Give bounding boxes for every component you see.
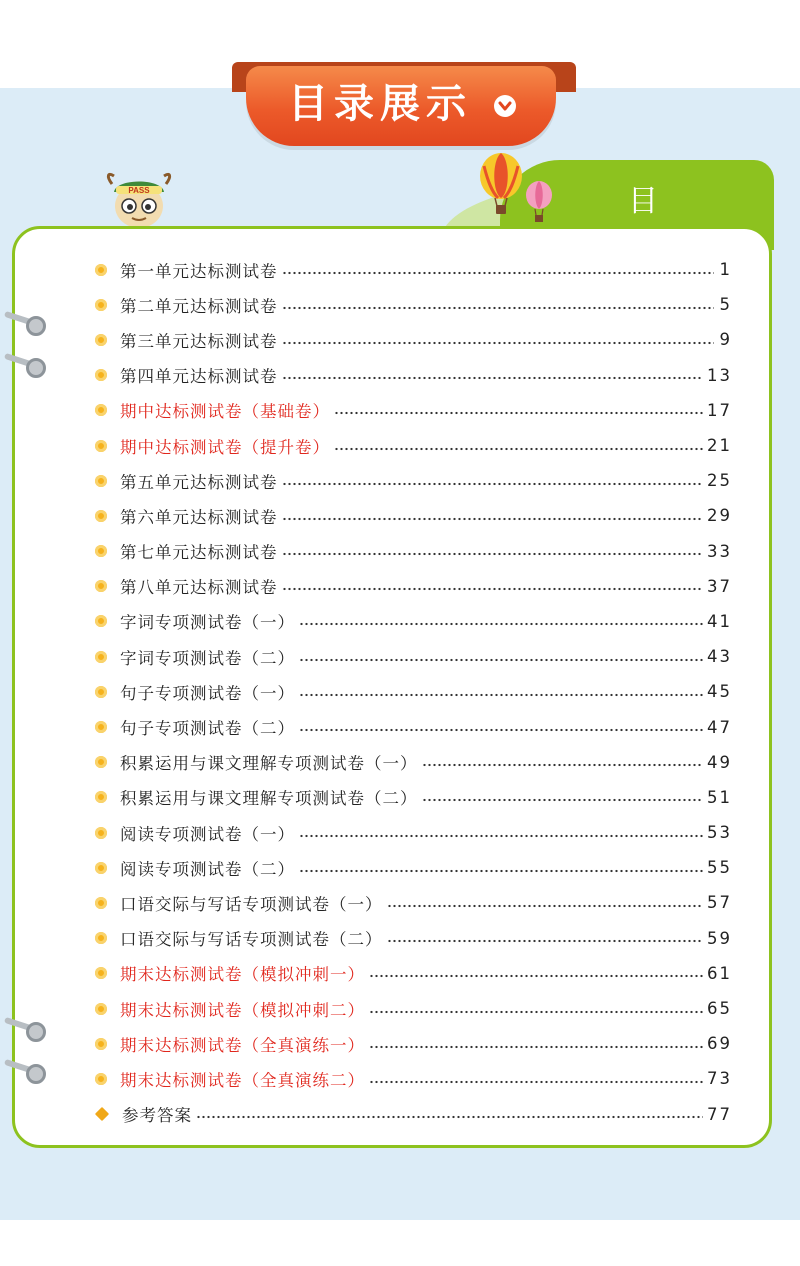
circle-bullet-icon xyxy=(95,299,107,311)
binder-ring xyxy=(26,1022,46,1042)
toc-page-number: 53 xyxy=(707,823,732,843)
toc-page-number: 43 xyxy=(707,647,732,667)
dot-leader xyxy=(369,1045,703,1049)
dot-leader xyxy=(196,1115,703,1119)
toc-row[interactable] xyxy=(92,956,732,991)
dot-leader xyxy=(369,974,703,978)
toc-row[interactable] xyxy=(92,850,732,885)
toc-page-number: 51 xyxy=(707,787,732,807)
toc-entry-title: 第七单元达标测试卷 xyxy=(120,543,278,563)
toc-entry-title: 第二单元达标测试卷 xyxy=(120,296,278,316)
toc-page-number: 57 xyxy=(707,893,732,913)
circle-bullet-icon xyxy=(95,334,107,346)
toc-entry-title: 期中达标测试卷（基础卷） xyxy=(120,402,330,422)
circle-bullet-icon xyxy=(95,580,107,592)
chevron-down-icon xyxy=(494,95,516,117)
toc-entry-title: 第三单元达标测试卷 xyxy=(120,331,278,351)
dot-leader xyxy=(299,622,703,626)
toc-entry-title: 期末达标测试卷（模拟冲刺一） xyxy=(120,965,365,985)
small-balloon-icon xyxy=(524,180,554,224)
circle-bullet-icon xyxy=(95,791,107,803)
toc-entry-title: 积累运用与课文理解专项测试卷（二） xyxy=(120,789,418,809)
circle-bullet-icon xyxy=(95,1038,107,1050)
toc-entry-title: 期中达标测试卷（提升卷） xyxy=(120,437,330,457)
dot-leader xyxy=(282,482,704,486)
toc-page-number: 59 xyxy=(707,928,732,948)
toc-row[interactable] xyxy=(92,1097,732,1132)
toc-entry-title: 字词专项测试卷（一） xyxy=(120,613,295,633)
dot-leader xyxy=(387,939,704,943)
contents-tab-label: 目 xyxy=(628,184,672,219)
toc-page-number: 13 xyxy=(707,365,732,385)
dot-leader xyxy=(282,306,715,310)
toc-entry-title: 参考答案 xyxy=(122,1106,192,1126)
toc-page-number: 49 xyxy=(707,752,732,772)
toc-row[interactable] xyxy=(92,534,732,569)
toc-page-number: 69 xyxy=(707,1034,732,1054)
dot-leader xyxy=(282,271,715,275)
circle-bullet-icon xyxy=(95,827,107,839)
page-title: 目录展示 xyxy=(288,81,472,127)
toc-row[interactable] xyxy=(92,815,732,850)
toc-row[interactable] xyxy=(92,921,732,956)
diamond-bullet-icon xyxy=(95,1107,109,1121)
toc-row[interactable] xyxy=(92,991,732,1026)
circle-bullet-icon xyxy=(95,1003,107,1015)
toc-entry-title: 期末达标测试卷（全真演练一） xyxy=(120,1035,365,1055)
circle-bullet-icon xyxy=(95,686,107,698)
toc-page-number: 17 xyxy=(707,400,732,420)
toc-page-number: 33 xyxy=(707,541,732,561)
toc-row[interactable] xyxy=(92,498,732,533)
circle-bullet-icon xyxy=(95,510,107,522)
dot-leader xyxy=(299,658,703,662)
toc-row[interactable] xyxy=(92,287,732,322)
toc-page-number: 55 xyxy=(707,858,732,878)
toc-row[interactable] xyxy=(92,885,732,920)
toc-page-number: 9 xyxy=(719,330,732,350)
toc-page-number: 21 xyxy=(707,436,732,456)
toc-page-number: 73 xyxy=(707,1069,732,1089)
toc-row[interactable] xyxy=(92,463,732,498)
dot-leader xyxy=(369,1080,703,1084)
toc-entry-title: 口语交际与写话专项测试卷（二） xyxy=(120,930,383,950)
toc-entry-title: 第八单元达标测试卷 xyxy=(120,578,278,598)
circle-bullet-icon xyxy=(95,264,107,276)
dot-leader xyxy=(282,376,704,380)
toc-entry-title: 第一单元达标测试卷 xyxy=(120,261,278,281)
toc-entry-title: 期末达标测试卷（全真演练二） xyxy=(120,1070,365,1090)
toc-page-number: 37 xyxy=(707,576,732,596)
toc-row[interactable] xyxy=(92,709,732,744)
toc-page-number: 5 xyxy=(719,295,732,315)
dot-leader xyxy=(387,904,704,908)
toc-entry-title: 句子专项测试卷（二） xyxy=(120,719,295,739)
toc-page-number: 45 xyxy=(707,682,732,702)
circle-bullet-icon xyxy=(95,967,107,979)
toc-page-number: 1 xyxy=(719,260,732,280)
toc-row[interactable] xyxy=(92,358,732,393)
toc-row[interactable] xyxy=(92,639,732,674)
toc-entry-title: 阅读专项测试卷（一） xyxy=(120,824,295,844)
dot-leader xyxy=(299,728,703,732)
dot-leader xyxy=(299,834,703,838)
toc-page-number: 61 xyxy=(707,963,732,983)
toc-row[interactable] xyxy=(92,569,732,604)
toc-row[interactable] xyxy=(92,674,732,709)
circle-bullet-icon xyxy=(95,545,107,557)
circle-bullet-icon xyxy=(95,615,107,627)
toc-entry-title: 第六单元达标测试卷 xyxy=(120,507,278,527)
toc-row[interactable] xyxy=(92,780,732,815)
toc-row[interactable] xyxy=(92,604,732,639)
mascot-icon xyxy=(104,170,174,230)
dot-leader xyxy=(282,517,704,521)
toc-page-number: 65 xyxy=(707,999,732,1019)
circle-bullet-icon xyxy=(95,651,107,663)
toc-entry-title: 字词专项测试卷（二） xyxy=(120,648,295,668)
toc-row[interactable] xyxy=(92,428,732,463)
dot-leader xyxy=(299,869,703,873)
dot-leader xyxy=(299,693,703,697)
toc-entry-title: 第四单元达标测试卷 xyxy=(120,367,278,387)
dot-leader xyxy=(282,552,704,556)
toc-page-number: 29 xyxy=(707,506,732,526)
toc-row[interactable] xyxy=(92,393,732,428)
toc-row[interactable] xyxy=(92,252,732,287)
circle-bullet-icon xyxy=(95,1073,107,1085)
dot-leader xyxy=(282,587,704,591)
dot-leader xyxy=(334,411,703,415)
toc-row[interactable] xyxy=(92,745,732,780)
dot-leader xyxy=(282,341,715,345)
circle-bullet-icon xyxy=(95,369,107,381)
toc-page-number: 41 xyxy=(707,611,732,631)
circle-bullet-icon xyxy=(95,756,107,768)
mascot-cap-text: PASS xyxy=(128,186,150,195)
toc-row[interactable] xyxy=(92,322,732,357)
hot-air-balloon-icon xyxy=(478,152,524,216)
table-of-contents xyxy=(92,252,732,1132)
toc-entry-title: 句子专项测试卷（一） xyxy=(120,683,295,703)
circle-bullet-icon xyxy=(95,404,107,416)
binder-ring xyxy=(26,358,46,378)
binder-ring xyxy=(26,1064,46,1084)
circle-bullet-icon xyxy=(95,721,107,733)
dot-leader xyxy=(369,1010,703,1014)
toc-entry-title: 口语交际与写话专项测试卷（一） xyxy=(120,894,383,914)
toc-entry-title: 第五单元达标测试卷 xyxy=(120,472,278,492)
dot-leader xyxy=(334,447,703,451)
toc-entry-title: 阅读专项测试卷（二） xyxy=(120,859,295,879)
toc-entry-title: 积累运用与课文理解专项测试卷（一） xyxy=(120,754,418,774)
toc-page-number: 25 xyxy=(707,471,732,491)
circle-bullet-icon xyxy=(95,475,107,487)
toc-page-number: 77 xyxy=(707,1104,732,1124)
dot-leader xyxy=(422,798,704,802)
circle-bullet-icon xyxy=(95,440,107,452)
dot-leader xyxy=(422,763,704,767)
toc-row[interactable] xyxy=(92,1026,732,1061)
toc-row[interactable] xyxy=(92,1061,732,1096)
binder-ring xyxy=(26,316,46,336)
toc-page-number: 47 xyxy=(707,717,732,737)
circle-bullet-icon xyxy=(95,897,107,909)
circle-bullet-icon xyxy=(95,932,107,944)
circle-bullet-icon xyxy=(95,862,107,874)
toc-entry-title: 期末达标测试卷（模拟冲刺二） xyxy=(120,1000,365,1020)
